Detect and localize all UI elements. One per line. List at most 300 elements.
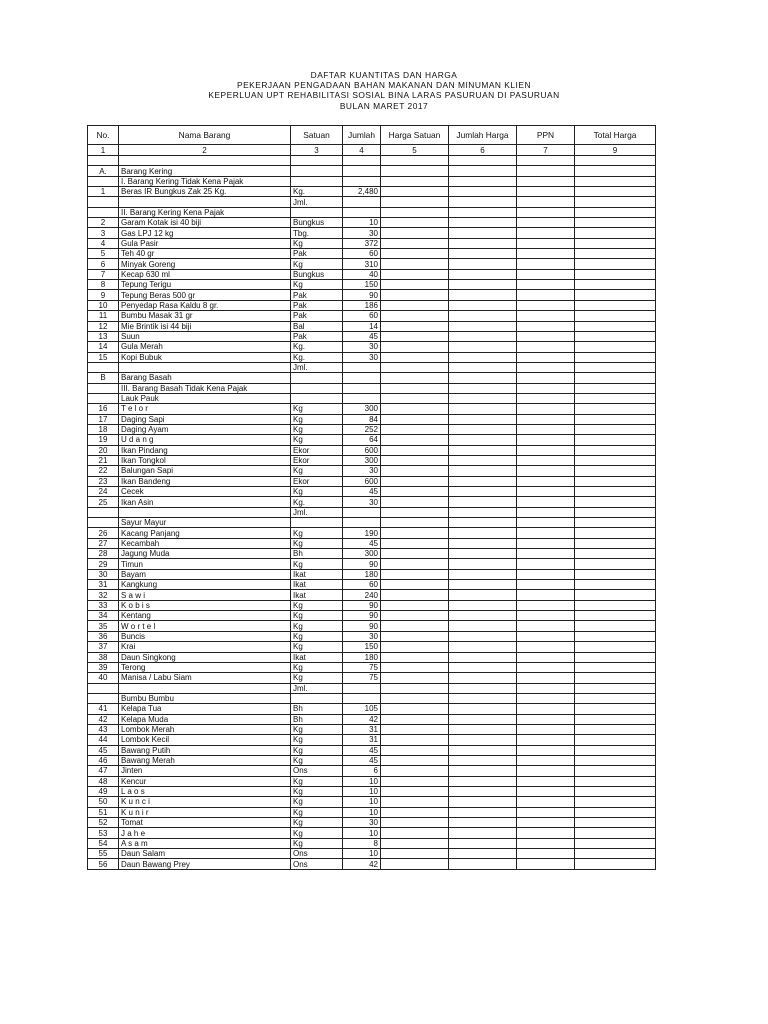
item-amount: [449, 331, 517, 341]
item-unit-price: [381, 704, 449, 714]
item-amount: [449, 342, 517, 352]
row-number: B: [88, 373, 119, 383]
table-row: [88, 724, 656, 734]
item-name: J a h e: [119, 828, 291, 838]
item-name: Manisa / Labu Siam: [119, 673, 291, 683]
item-amount: [449, 818, 517, 828]
item-unit: Ons: [291, 849, 343, 859]
table-row: [88, 362, 656, 372]
table-row: [88, 238, 656, 248]
item-quantity: [343, 373, 381, 383]
item-name: Penyedap Rasa Kaldu 8 gr.: [119, 300, 291, 310]
item-ppn: [517, 735, 575, 745]
item-amount: [449, 497, 517, 507]
item-ppn: [517, 818, 575, 828]
header-no: No.: [88, 126, 119, 145]
table-row: [88, 187, 656, 197]
item-total-price: [575, 849, 656, 859]
item-amount: [449, 693, 517, 703]
item-ppn: [517, 218, 575, 228]
row-number: [88, 693, 119, 703]
table-row: [88, 383, 656, 393]
item-quantity: 310: [343, 259, 381, 269]
column-number: 6: [449, 145, 517, 156]
item-amount: [449, 280, 517, 290]
item-amount: [449, 435, 517, 445]
table-row: [88, 393, 656, 403]
item-quantity: 6: [343, 766, 381, 776]
item-name: [119, 362, 291, 372]
item-total-price: [575, 652, 656, 662]
item-name: Kencur: [119, 776, 291, 786]
item-amount: [449, 569, 517, 579]
item-unit: Ikat: [291, 569, 343, 579]
table-row: [88, 466, 656, 476]
item-amount: [449, 662, 517, 672]
item-name: Lauk Pauk: [119, 393, 291, 403]
item-unit-price: [381, 238, 449, 248]
item-unit-price: [381, 807, 449, 817]
item-name: Tepung Beras 500 gr: [119, 290, 291, 300]
item-total-price: [575, 342, 656, 352]
item-name: L a o s: [119, 786, 291, 796]
item-unit-price: [381, 693, 449, 703]
item-total-price: [575, 487, 656, 497]
item-unit-price: [381, 476, 449, 486]
item-unit: Kg: [291, 538, 343, 548]
table-row: [88, 342, 656, 352]
item-amount: [449, 766, 517, 776]
item-amount: [449, 218, 517, 228]
item-ppn: [517, 631, 575, 641]
item-name: Daging Ayam: [119, 424, 291, 434]
row-number: [88, 156, 119, 166]
item-unit-price: [381, 580, 449, 590]
item-amount: [449, 631, 517, 641]
item-ppn: [517, 414, 575, 424]
item-amount: [449, 455, 517, 465]
item-unit-price: [381, 621, 449, 631]
row-number: 27: [88, 538, 119, 548]
item-total-price: [575, 642, 656, 652]
item-quantity: 30: [343, 631, 381, 641]
item-amount: [449, 518, 517, 528]
item-quantity: [343, 166, 381, 176]
item-unit-price: [381, 404, 449, 414]
item-unit-price: [381, 259, 449, 269]
item-total-price: [575, 859, 656, 869]
table-body: [88, 145, 656, 870]
doc-title: DAFTAR KUANTITAS DAN HARGA: [310, 70, 458, 80]
item-quantity: 600: [343, 476, 381, 486]
table-row: [88, 176, 656, 186]
item-unit: Kg: [291, 838, 343, 848]
item-ppn: [517, 642, 575, 652]
item-unit-price: [381, 569, 449, 579]
item-total-price: [575, 280, 656, 290]
table-row: [88, 321, 656, 331]
table-row: [88, 652, 656, 662]
item-unit-price: [381, 642, 449, 652]
table-row: [88, 642, 656, 652]
item-amount: [449, 414, 517, 424]
row-number: [88, 362, 119, 372]
item-name: Garam Kotak isi 40 biji: [119, 218, 291, 228]
item-name: Cecek: [119, 487, 291, 497]
item-quantity: 30: [343, 818, 381, 828]
item-amount: [449, 300, 517, 310]
table-row: [88, 331, 656, 341]
item-total-price: [575, 704, 656, 714]
item-unit-price: [381, 538, 449, 548]
item-ppn: [517, 300, 575, 310]
item-unit-price: [381, 487, 449, 497]
item-ppn: [517, 807, 575, 817]
item-quantity: 30: [343, 466, 381, 476]
item-ppn: [517, 590, 575, 600]
item-total-price: [575, 507, 656, 517]
item-total-price: [575, 797, 656, 807]
table-header-row: [88, 126, 656, 145]
item-name: Minyak Goreng: [119, 259, 291, 269]
table-row: [88, 859, 656, 869]
item-name: K u n i r: [119, 807, 291, 817]
item-unit-price: [381, 497, 449, 507]
item-name: Kopi Bubuk: [119, 352, 291, 362]
table-row: [88, 528, 656, 538]
item-name: Daun Singkong: [119, 652, 291, 662]
item-amount: [449, 642, 517, 652]
header-unit: Satuan: [291, 126, 343, 145]
item-unit: Kg: [291, 559, 343, 569]
item-amount: [449, 797, 517, 807]
item-unit: Kg: [291, 807, 343, 817]
item-name: Teh 40 gr: [119, 249, 291, 259]
item-amount: [449, 600, 517, 610]
item-unit: Ons: [291, 859, 343, 869]
row-number: 18: [88, 424, 119, 434]
item-unit: Kg: [291, 528, 343, 538]
item-amount: [449, 786, 517, 796]
item-unit: Kg: [291, 600, 343, 610]
item-ppn: [517, 693, 575, 703]
item-unit: Kg: [291, 755, 343, 765]
item-unit: Kg: [291, 745, 343, 755]
item-unit-price: [381, 207, 449, 217]
item-quantity: 40: [343, 269, 381, 279]
item-amount: [449, 290, 517, 300]
header-quantity: Jumlah: [343, 126, 381, 145]
item-unit: [291, 156, 343, 166]
item-total-price: [575, 569, 656, 579]
item-ppn: [517, 176, 575, 186]
item-unit-price: [381, 776, 449, 786]
item-quantity: 75: [343, 673, 381, 683]
item-name: Ikan Asin: [119, 497, 291, 507]
row-number: 40: [88, 673, 119, 683]
item-unit: Kg: [291, 828, 343, 838]
table-row: [88, 786, 656, 796]
table-row: [88, 735, 656, 745]
item-name: Daun Bawang Prey: [119, 859, 291, 869]
table-row: [88, 631, 656, 641]
item-name: Jagung Muda: [119, 549, 291, 559]
item-ppn: [517, 786, 575, 796]
item-unit-price: [381, 187, 449, 197]
item-unit-price: [381, 838, 449, 848]
item-total-price: [575, 311, 656, 321]
item-name: Bumbu Masak 31 gr: [119, 311, 291, 321]
item-unit: Kg: [291, 621, 343, 631]
item-total-price: [575, 621, 656, 631]
item-total-price: [575, 476, 656, 486]
table-row: [88, 249, 656, 259]
table-row: [88, 693, 656, 703]
item-quantity: 60: [343, 249, 381, 259]
row-number: 30: [88, 569, 119, 579]
item-quantity: 42: [343, 714, 381, 724]
item-amount: [449, 424, 517, 434]
item-unit-price: [381, 518, 449, 528]
header-ppn: PPN: [517, 126, 575, 145]
column-number: 5: [381, 145, 449, 156]
item-ppn: [517, 166, 575, 176]
item-quantity: [343, 518, 381, 528]
item-unit-price: [381, 249, 449, 259]
row-number: 47: [88, 766, 119, 776]
item-amount: [449, 404, 517, 414]
item-ppn: [517, 187, 575, 197]
item-total-price: [575, 249, 656, 259]
item-name: Bayam: [119, 569, 291, 579]
table-row: [88, 559, 656, 569]
row-number: 33: [88, 600, 119, 610]
item-ppn: [517, 455, 575, 465]
item-amount: [449, 611, 517, 621]
table-row: [88, 218, 656, 228]
item-total-price: [575, 393, 656, 403]
row-number: 45: [88, 745, 119, 755]
item-unit: Kg: [291, 818, 343, 828]
item-unit-price: [381, 507, 449, 517]
item-unit-price: [381, 559, 449, 569]
item-amount: [449, 207, 517, 217]
item-amount: [449, 838, 517, 848]
item-name: I. Barang Kering Tidak Kena Pajak: [119, 176, 291, 186]
row-number: 17: [88, 414, 119, 424]
item-unit: Kg.: [291, 352, 343, 362]
item-amount: [449, 187, 517, 197]
header-total-price: Total Harga: [575, 126, 656, 145]
item-ppn: [517, 435, 575, 445]
item-quantity: 2,480: [343, 187, 381, 197]
item-name: [119, 507, 291, 517]
item-amount: [449, 311, 517, 321]
item-unit-price: [381, 466, 449, 476]
item-quantity: 180: [343, 569, 381, 579]
row-number: 41: [88, 704, 119, 714]
table-row: [88, 259, 656, 269]
item-ppn: [517, 838, 575, 848]
item-quantity: 372: [343, 238, 381, 248]
item-unit-price: [381, 197, 449, 207]
row-number: 21: [88, 455, 119, 465]
item-ppn: [517, 466, 575, 476]
item-ppn: [517, 621, 575, 631]
item-total-price: [575, 745, 656, 755]
item-ppn: [517, 259, 575, 269]
item-unit-price: [381, 362, 449, 372]
table-row: [88, 662, 656, 672]
item-unit: Kg: [291, 631, 343, 641]
item-unit-price: [381, 714, 449, 724]
item-quantity: 252: [343, 424, 381, 434]
item-total-price: [575, 611, 656, 621]
table-row: [88, 373, 656, 383]
item-name: Tomat: [119, 818, 291, 828]
row-number: 23: [88, 476, 119, 486]
table-row: [88, 228, 656, 238]
row-number: 34: [88, 611, 119, 621]
row-number: 13: [88, 331, 119, 341]
item-quantity: [343, 507, 381, 517]
item-total-price: [575, 197, 656, 207]
item-quantity: 30: [343, 497, 381, 507]
item-total-price: [575, 373, 656, 383]
item-unit: [291, 373, 343, 383]
item-unit: Kg: [291, 487, 343, 497]
item-unit-price: [381, 435, 449, 445]
header-item-name: Nama Barang: [119, 126, 291, 145]
row-number: 54: [88, 838, 119, 848]
item-name: Jinten: [119, 766, 291, 776]
item-unit: Ekor: [291, 455, 343, 465]
row-number: 24: [88, 487, 119, 497]
item-ppn: [517, 776, 575, 786]
row-number: 10: [88, 300, 119, 310]
item-name: K u n c i: [119, 797, 291, 807]
item-name: Tepung Terigu: [119, 280, 291, 290]
quantity-price-table: [87, 125, 656, 870]
item-unit: Kg: [291, 776, 343, 786]
item-name: S a w i: [119, 590, 291, 600]
item-amount: [449, 673, 517, 683]
table-row: [88, 849, 656, 859]
column-number-row: [88, 145, 656, 156]
item-quantity: 105: [343, 704, 381, 714]
table-row: [88, 538, 656, 548]
item-name: K o b i s: [119, 600, 291, 610]
item-amount: [449, 197, 517, 207]
item-name: Daun Salam: [119, 849, 291, 859]
item-amount: [449, 849, 517, 859]
item-quantity: [343, 362, 381, 372]
item-unit: Pak: [291, 249, 343, 259]
column-number: 3: [291, 145, 343, 156]
item-quantity: 84: [343, 414, 381, 424]
item-name: Kacang Panjang: [119, 528, 291, 538]
row-number: 16: [88, 404, 119, 414]
item-total-price: [575, 673, 656, 683]
item-name: II. Barang Kering Kena Pajak: [119, 207, 291, 217]
row-number: [88, 393, 119, 403]
table-row: [88, 352, 656, 362]
item-unit: Bungkus: [291, 269, 343, 279]
item-unit-price: [381, 228, 449, 238]
item-amount: [449, 383, 517, 393]
row-number: 43: [88, 724, 119, 734]
item-quantity: 45: [343, 745, 381, 755]
item-ppn: [517, 249, 575, 259]
item-ppn: [517, 424, 575, 434]
item-unit: Ekor: [291, 445, 343, 455]
item-ppn: [517, 311, 575, 321]
item-unit-price: [381, 414, 449, 424]
item-name: W o r t e l: [119, 621, 291, 631]
item-total-price: [575, 807, 656, 817]
item-total-price: [575, 838, 656, 848]
item-ppn: [517, 476, 575, 486]
table-row: [88, 404, 656, 414]
item-unit: Kg: [291, 797, 343, 807]
item-quantity: [343, 683, 381, 693]
item-ppn: [517, 673, 575, 683]
row-number: 7: [88, 269, 119, 279]
item-unit: [291, 693, 343, 703]
item-ppn: [517, 766, 575, 776]
item-unit-price: [381, 745, 449, 755]
item-ppn: [517, 280, 575, 290]
item-total-price: [575, 228, 656, 238]
row-number: 28: [88, 549, 119, 559]
item-ppn: [517, 569, 575, 579]
item-unit-price: [381, 393, 449, 403]
item-name: U d a n g: [119, 435, 291, 445]
item-ppn: [517, 445, 575, 455]
item-amount: [449, 373, 517, 383]
item-total-price: [575, 321, 656, 331]
item-name: Kangkung: [119, 580, 291, 590]
item-ppn: [517, 724, 575, 734]
item-quantity: 8: [343, 838, 381, 848]
row-number: 32: [88, 590, 119, 600]
row-number: [88, 197, 119, 207]
item-unit: Kg.: [291, 187, 343, 197]
item-unit-price: [381, 724, 449, 734]
item-total-price: [575, 207, 656, 217]
header-unit-price: Harga Satuan: [381, 126, 449, 145]
item-ppn: [517, 362, 575, 372]
item-total-price: [575, 404, 656, 414]
item-quantity: 10: [343, 786, 381, 796]
row-number: 15: [88, 352, 119, 362]
item-amount: [449, 580, 517, 590]
item-ppn: [517, 538, 575, 548]
item-name: Bawang Merah: [119, 755, 291, 765]
item-quantity: 45: [343, 538, 381, 548]
row-number: 52: [88, 818, 119, 828]
item-unit-price: [381, 176, 449, 186]
item-name: Ikan Tongkol: [119, 455, 291, 465]
item-quantity: 10: [343, 807, 381, 817]
item-unit-price: [381, 673, 449, 683]
row-number: 46: [88, 755, 119, 765]
item-quantity: 190: [343, 528, 381, 538]
item-total-price: [575, 683, 656, 693]
row-number: 20: [88, 445, 119, 455]
row-number: [88, 518, 119, 528]
row-number: 19: [88, 435, 119, 445]
